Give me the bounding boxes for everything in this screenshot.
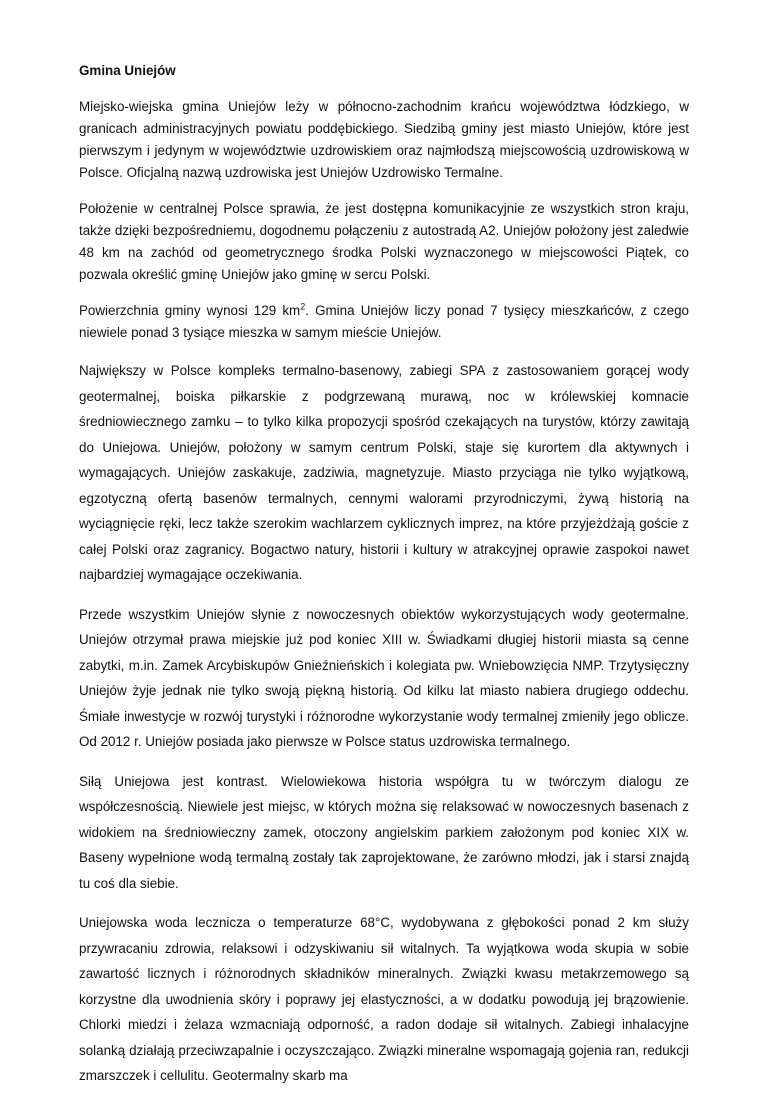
area-superscript: 2 <box>300 301 306 312</box>
population-text: . Gmina Uniejów liczy ponad 7 tysięcy mieszkańców, z czego niewiele ponad 3 tysiące mieszka w samym mieście Uniejów. <box>79 303 689 340</box>
paragraph-location: Miejsko-wiejska gmina Uniejów leży w północno-zachodnim krańcu województwa łódzkiego, w granicach administracyjnych powiatu poddębickiego. Siedzibą gminy jest miasto Uniejów, które jest pierwszym i jedynym w województwie uzdrowiskiem oraz najmłodszą miejscowością uzdrowiskową w Polsce. Oficjalną nazwą uzdrowiska jest Uniejów Uzdrowisko Termalne. <box>79 99 689 180</box>
paragraph-attractions: Największy w Polsce kompleks termalno-basenowy, zabiegi SPA z zastosowaniem gorącej wody geotermalnej, boiska piłkarskie z podgrzewaną murawą, noc w królewskiej komnacie średniowiecznego zamku – to tylko kilka propozycji spośród czekających na turystów, którzy zawitają do Uniejowa. Uniejów, położony w samym centrum Polski, staje się kurortem dla aktywnych i wymagających. Uniejów zaskakuje, zadziwia, magnetyzuje. Miasto przyciąga nie tylko wyjątkową, egzotyczną ofertą basenów termalnych, cennymi walorami przyrodniczymi, żywą historią na wyciągnięcie ręki, lecz także szerokim wachlarzem cyklicznych imprez, na które przyjeżdżają goście z całej Polski oraz zagranicy. Bogactwo natury, historii i kultury w atrakcyjnej oprawie zaspokoi nawet najbardziej wymagające oczekiwania. <box>79 363 689 582</box>
paragraph-thermal-water: Uniejowska woda lecznicza o temperaturze 68°C, wydobywana z głębokości ponad 2 km służy przywracaniu zdrowia, relaksowi i odzyskiwaniu sił witalnych. Ta wyjątkowa woda skupia w sobie zawartość licznych i różnorodnych składników mineralnych. Związki kwasu metakrzemowego są korzystne dla uwodnienia skóry i poprawy jej elastyczności, a w dodatku powodują jej brązowienie. Chlorki miedzi i żelaza wzmacniają odporność, a radon dodaje sił witalnych. Zabiegi inhalacyjne solanką działają przeciwzapalnie i oczyszczająco. Związki mineralne wspomagają gojenia ran, redukcji zmarszczek i cellulitu. Geotermalny skarb ma <box>79 915 689 1083</box>
paragraph-area <box>79 300 689 344</box>
document-page <box>79 60 689 1103</box>
area-text: Powierzchnia gminy wynosi 129 km <box>79 303 301 318</box>
paragraph-access: Położenie w centralnej Polsce sprawia, że jest dostępna komunikacyjnie ze wszystkich stron kraju, także dzięki bezpośredniemu, dogodnemu połączeniu z autostradą A2. Uniejów położony jest zaledwie 48 km na zachód od geometrycznego środka Polski wyznaczonego w miejscowości Piątek, co pozwala określić gminę Uniejów jako gminę w sercu Polski. <box>79 201 689 282</box>
paragraph-contrast: Siłą Uniejowa jest kontrast. Wielowiekowa historia współgra tu w twórczym dialogu ze współczesnością. Niewiele jest miejsc, w których można się relaksować w nowoczesnych basenach z widokiem na średniowieczny zamek, otoczony angielskim parkiem założonym pod koniec XIX w. Baseny wypełnione wodą termalną zostały tak zaprojektowane, że zarówno młodzi, jak i starsi znajdą tu coś dla siebie. <box>79 773 689 891</box>
paragraph-history: Przede wszystkim Uniejów słynie z nowoczesnych obiektów wykorzystujących wody geotermalne. Uniejów otrzymał prawa miejskie już pod koniec XIII w. Świadkami długiej historii miasta są cenne zabytki, m.in. Zamek Arcybiskupów Gnieźnieńskich i kolegiata pw. Wniebowzięcia NMP. Trzytysięczny Uniejów żyje jednak nie tylko swoją piękną historią. Od kilku lat miasto nabiera drugiego oddechu. Śmiałe inwestycje w rozwój turystyki i różnorodne wykorzystanie wody termalnej zmieniły jego oblicze. Od 2012 r. Uniejów posiada jako pierwsze w Polsce status uzdrowiska termalnego. <box>79 606 689 749</box>
document-title: Gmina Uniejów <box>79 63 176 78</box>
